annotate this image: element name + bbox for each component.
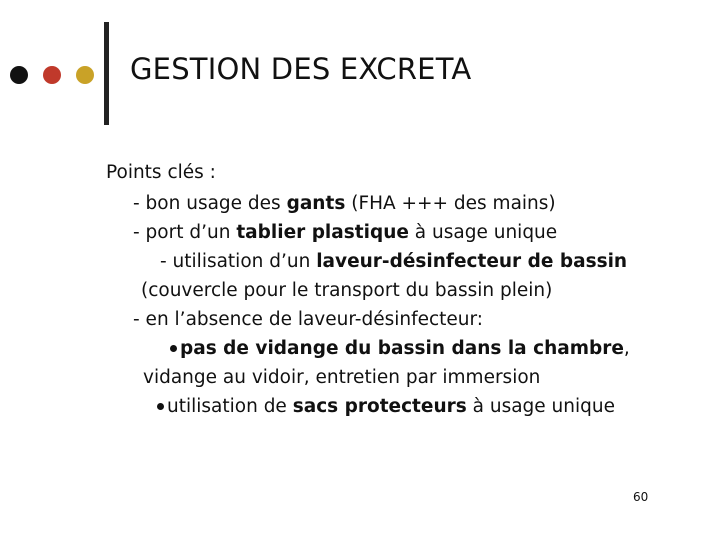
key-points-heading: Points clés :: [106, 162, 216, 183]
point-gloves: [133, 193, 556, 214]
text: (FHA +++ des mains): [345, 193, 556, 214]
page-number: 60: [633, 490, 649, 504]
slide-title: GESTION DES EXCRETA: [130, 52, 472, 86]
bullet-icon: [157, 403, 164, 410]
sub-point-continuation: vidange au vidoir, entretien par immersion: [143, 367, 541, 388]
point-apron: [133, 222, 557, 243]
emphasis: pas de vidange du bassin dans la chambre: [180, 338, 624, 359]
text: - port d’un: [133, 222, 237, 243]
sub-point-bags: [157, 396, 615, 417]
point-no-washer: - en l’absence de laveur-désinfecteur:: [133, 309, 484, 330]
text: à usage unique: [408, 222, 558, 243]
red-dot: [43, 66, 61, 84]
text: ,: [623, 338, 630, 359]
gold-dot: [76, 66, 94, 84]
text: utilisation de: [167, 396, 293, 417]
emphasis: tablier plastique: [236, 222, 409, 243]
emphasis: gants: [286, 193, 346, 214]
black-dot: [10, 66, 28, 84]
text: - bon usage des: [133, 193, 287, 214]
emphasis: laveur-désinfecteur de bassin: [316, 251, 628, 272]
text: à usage unique: [466, 396, 615, 417]
title-divider-bar: [104, 22, 109, 125]
text: - utilisation d’un: [160, 251, 317, 272]
bullet-icon: [170, 345, 177, 352]
sub-point-no-emptying: [170, 338, 630, 359]
point-washer-disinfector: [160, 251, 627, 272]
emphasis: sacs protecteurs: [292, 396, 467, 417]
point-lid-note: (couvercle pour le transport du bassin plein): [141, 280, 553, 301]
